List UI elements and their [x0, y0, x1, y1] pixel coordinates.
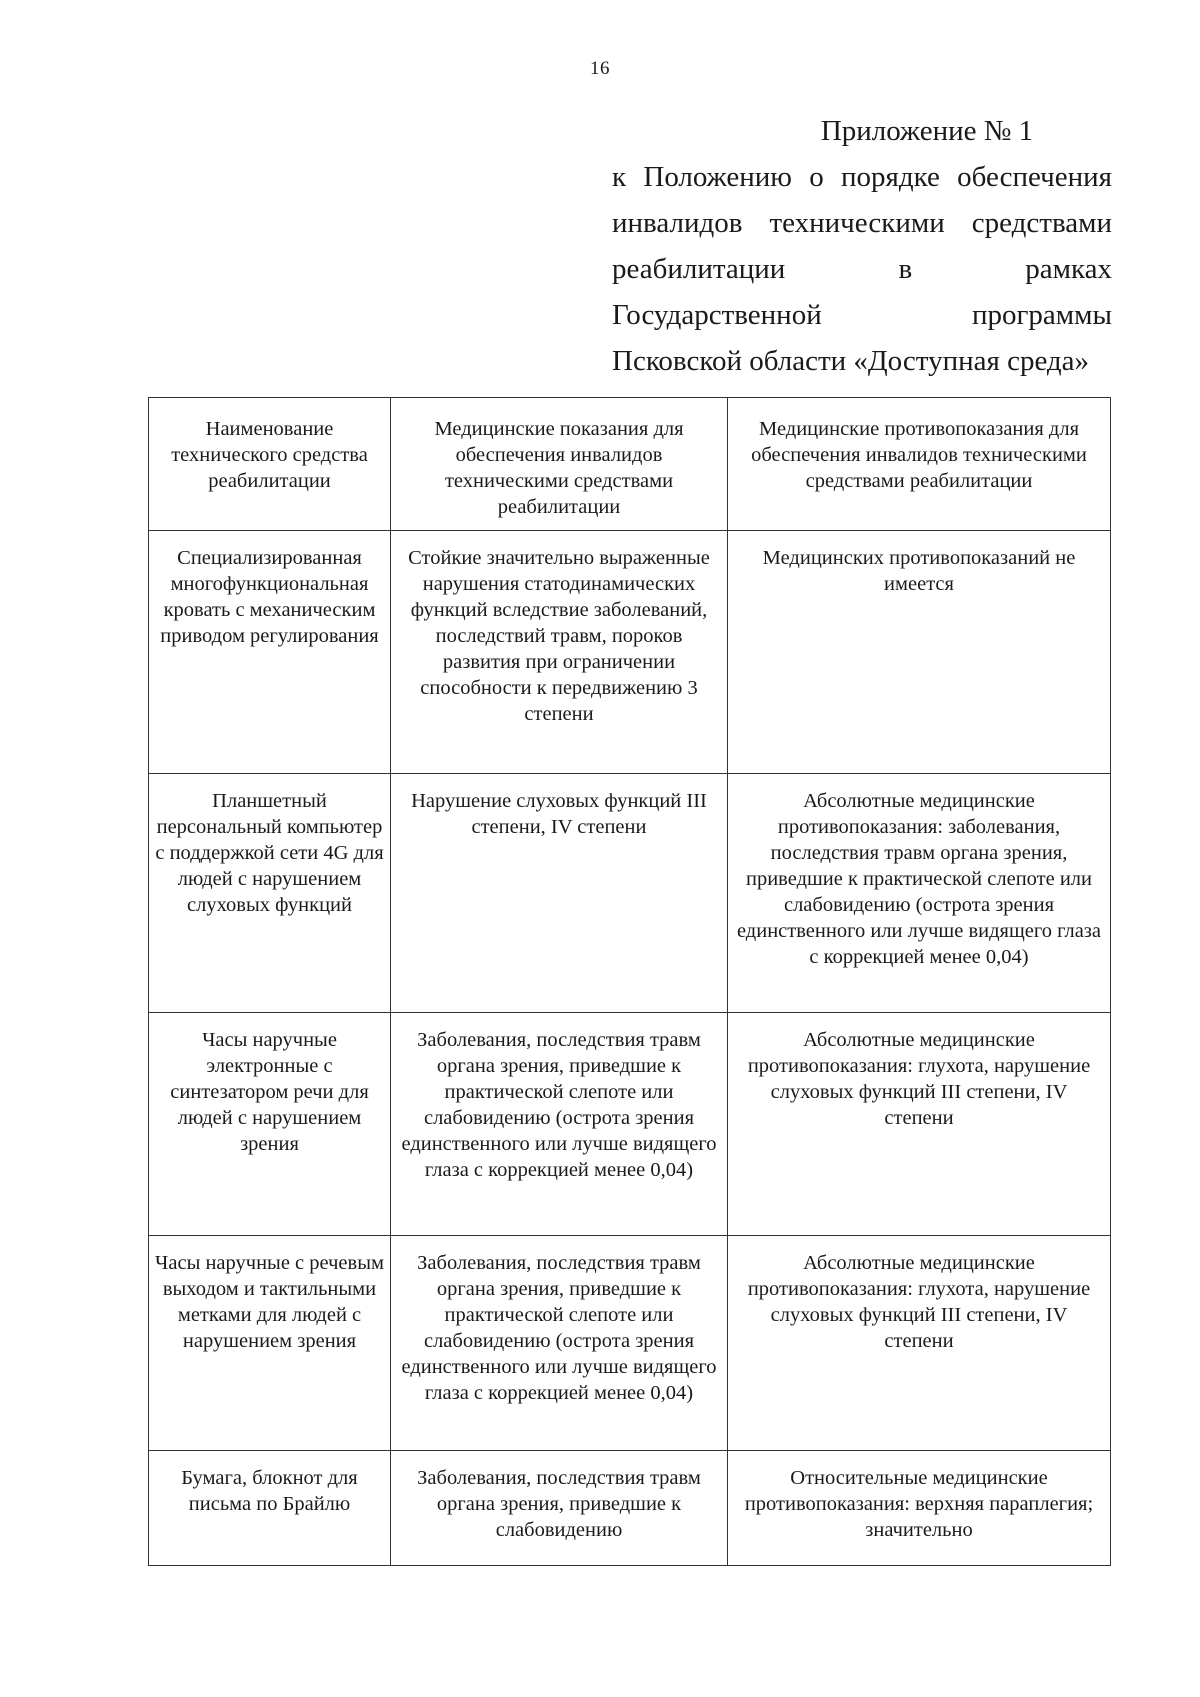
appendix-line-4: [612, 294, 1112, 336]
cell-contraindications: Абсолютные медицинские противопоказания: глухота, нарушение слуховых функций III степени, IV степени: [728, 1013, 1111, 1236]
cell-contraindications: Относительные медицинские противопоказания: верхняя параплегия; значительно: [728, 1451, 1111, 1566]
table-row: [149, 1451, 1111, 1566]
cell-name: Часы наручные электронные с синтезатором речи для людей с нарушением зрения: [149, 1013, 391, 1236]
appendix-word: в: [898, 253, 913, 285]
appendix-word: реабилитации: [612, 253, 786, 285]
cell-contraindications: Абсолютные медицинские противопоказания: заболевания, последствия травм органа зрения, приведшие к практической слепоте или слабовидению (острота зрения единственного или лучше видящего глаза с коррекцией менее 0,04): [728, 774, 1111, 1013]
cell-name: Специализированная многофункциональная кровать с механическим приводом регулирования: [149, 531, 391, 774]
table-header-row: [149, 398, 1111, 531]
header-cell-name: Наименование технического средства реабилитации: [149, 398, 391, 531]
cell-name: Планшетный персональный компьютер с поддержкой сети 4G для людей с нарушением слуховых функций: [149, 774, 391, 1013]
appendix-word: Государственной: [612, 299, 822, 331]
table-row: [149, 1236, 1111, 1451]
rehabilitation-means-table: [148, 397, 1111, 1566]
appendix-word: о: [809, 161, 824, 193]
cell-contraindications: Абсолютные медицинские противопоказания: глухота, нарушение слуховых функций III степени, IV степени: [728, 1236, 1111, 1451]
appendix-word: рамках: [1025, 253, 1112, 285]
cell-contraindications: Медицинских противопоказаний не имеется: [728, 531, 1111, 774]
appendix-line-2: [612, 202, 1112, 244]
appendix-word: программы: [972, 299, 1112, 331]
table-row: [149, 531, 1111, 774]
appendix-header: [612, 110, 1112, 382]
appendix-line-5: [612, 340, 1112, 382]
appendix-line-3: [612, 248, 1112, 290]
appendix-title: Приложение № 1: [820, 115, 1034, 147]
header-cell-indications: Медицинские показания для обеспечения инвалидов техническими средствами реабилитации: [391, 398, 728, 531]
cell-indications: Заболевания, последствия травм органа зрения, приведшие к практической слепоте или слабовидению (острота зрения единственного или лучше видящего глаза с коррекцией менее 0,04): [391, 1013, 728, 1236]
appendix-line-1: [612, 156, 1112, 198]
header-cell-contraindications: Медицинские противопоказания для обеспечения инвалидов техническими средствами реабилитации: [728, 398, 1111, 531]
appendix-word: средствами: [971, 207, 1112, 239]
cell-indications: Стойкие значительно выраженные нарушения статодинамических функций вследствие заболеваний, последствий травм, пороков развития при ограничении способности к передвижению 3 степени: [391, 531, 728, 774]
cell-indications: Заболевания, последствия травм органа зрения, приведшие к слабовидению: [391, 1451, 728, 1566]
cell-name: Часы наручные с речевым выходом и тактильными метками для людей с нарушением зрения: [149, 1236, 391, 1451]
table-row: [149, 1013, 1111, 1236]
page-number: 16: [590, 58, 610, 79]
table-row: [149, 774, 1111, 1013]
appendix-word: порядке: [840, 161, 940, 193]
cell-indications: Нарушение слуховых функций III степени, IV степени: [391, 774, 728, 1013]
cell-indications: Заболевания, последствия травм органа зрения, приведшие к практической слепоте или слабовидению (острота зрения единственного или лучше видящего глаза с коррекцией менее 0,04): [391, 1236, 728, 1451]
appendix-word: Положению: [643, 161, 792, 193]
cell-name: Бумага, блокнот для письма по Брайлю: [149, 1451, 391, 1566]
appendix-word: техническими: [769, 207, 945, 239]
appendix-word: Псковской области «Доступная среда»: [612, 345, 1090, 377]
appendix-word: к: [612, 161, 627, 193]
appendix-word: инвалидов: [612, 207, 743, 239]
appendix-word: обеспечения: [957, 161, 1112, 193]
